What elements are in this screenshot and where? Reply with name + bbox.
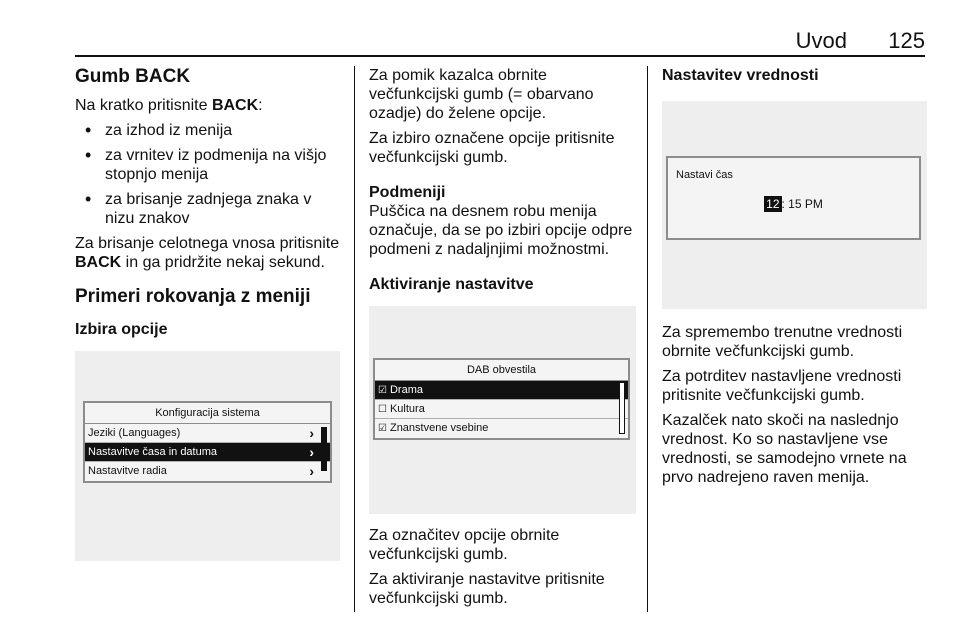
paragraph: Za brisanje celotnega vnosa pritisnite BACK in ga pridržite nekaj sekund.: [75, 235, 340, 271]
screenshot-system-config: [75, 351, 340, 561]
menu-item: Jeziki (Languages) ›: [85, 424, 330, 443]
paragraph: Kazalček nato skoči na naslednjo vrednost. Ko so nastavljene vse vrednosti, se samodejno vrnete na prvo nadrejeno raven menija.: [662, 412, 907, 486]
chevron-right-icon: ›: [309, 463, 314, 479]
paragraph: Za potrditev nastavljene vrednosti pritisnite večfunkcijski gumb.: [662, 368, 902, 404]
display-screen: [83, 401, 332, 483]
time-value: 12 : 15 PM: [766, 197, 823, 211]
column-2: [369, 66, 636, 614]
screenshot-set-time: [662, 101, 927, 309]
hour-field-selected: 12: [766, 197, 780, 211]
checkbox-unchecked-icon: ☐: [378, 404, 387, 415]
menu-item-selected: ☑ Drama: [375, 381, 628, 400]
heading-submenus: Podmeniji: [369, 184, 446, 201]
screenshot-dab-announcements: [369, 306, 636, 514]
paragraph: Za aktiviranje nastavitve pritisnite večfunkcijski gumb.: [369, 571, 605, 607]
screen-title: DAB obvestila: [375, 360, 628, 381]
menu-item: Nastavitve radia ›: [88, 463, 314, 479]
display-screen: [666, 156, 921, 240]
page-number: 125: [888, 28, 925, 53]
header-rule: [75, 55, 925, 57]
screen-title: Konfiguracija sistema: [85, 403, 330, 424]
list-item: • za vrnitev iz podmenija na višjo stopnjo menija: [75, 146, 340, 184]
chevron-right-icon: ›: [309, 425, 314, 441]
scrollbar: [619, 382, 625, 434]
menu-item-selected: Nastavitve časa in datuma ›: [85, 443, 330, 462]
menu-item: ☐ Kultura: [375, 400, 628, 419]
checkbox-checked-icon: ☑: [378, 385, 387, 396]
column-divider: [647, 66, 648, 612]
column-3: [662, 66, 927, 493]
list-item: • za izhod iz menija: [75, 121, 340, 140]
screen-title: Nastavi čas: [676, 169, 733, 181]
scrollbar: [321, 427, 327, 471]
display-screen: [373, 358, 630, 440]
paragraph: Za izbiro označene opcije pritisnite večfunkcijski gumb.: [369, 130, 615, 166]
paragraph: Za spremembo trenutne vrednosti obrnite večfunkcijski gumb.: [662, 324, 903, 360]
heading-set-value: Nastavitev vrednosti: [662, 67, 819, 84]
paragraph: Na kratko pritisnite BACK:: [75, 97, 263, 114]
section-title: Uvod: [795, 28, 847, 53]
chevron-right-icon: ›: [309, 444, 314, 460]
heading-back-button: Gumb BACK: [75, 66, 191, 87]
bullet-list: [75, 121, 340, 228]
paragraph: Za pomik kazalca obrnite večfunkcijski gumb (= obarvano ozadje) do želene opcije.: [369, 67, 594, 122]
page-header: [75, 22, 925, 52]
heading-activate-setting: Aktiviranje nastavitve: [369, 276, 534, 293]
list-item: • za brisanje zadnjega znaka v nizu znakov: [75, 190, 340, 228]
column-divider: [354, 66, 355, 612]
menu-item: ☑ Znanstvene vsebine: [378, 422, 489, 434]
heading-menu-examples: Primeri rokovanja z meniji: [75, 286, 311, 307]
paragraph: Puščica na desnem robu menija označuje, da se po izbiri opcije odpre podmeni z nadaljnjimi možnostmi.: [369, 203, 633, 258]
paragraph: Za označitev opcije obrnite večfunkcijski gumb.: [369, 527, 560, 563]
heading-option-select: Izbira opcije: [75, 321, 168, 338]
column-1: [75, 66, 340, 573]
checkbox-checked-icon: ☑: [378, 423, 387, 434]
